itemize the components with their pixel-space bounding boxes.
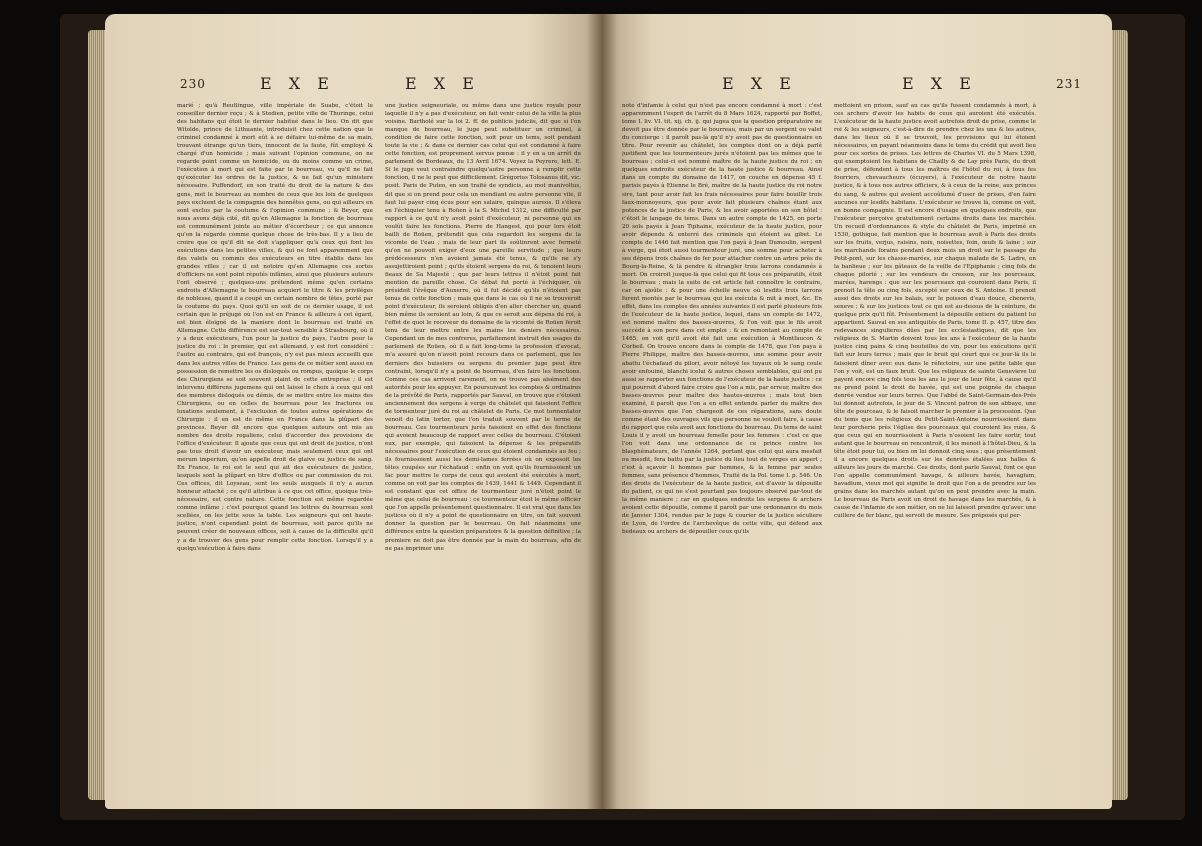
left-header-word-1: E X E	[260, 74, 335, 93]
left-header-word-2: E X E	[405, 74, 480, 93]
left-page	[105, 14, 602, 809]
left-page-number: 230	[180, 77, 206, 91]
right-header-word-2: E X E	[902, 74, 977, 93]
left-running-header	[105, 74, 602, 94]
right-column-1-text: note d'infamie à celui qui n'est pas encore condamné à mort : c'est apparemment l'esprit de l'arrêt du 8 Mars 1624, rapporté par Boffet, tome I. liv. VI. tit. xij. ch. ij. qui jugea que la question préparatoire ne devoit pas être donnée par le bourreau, mais par un sergent ou valet du concierge : il paroît pas-là qu'il n'y avoit pas de questionnaire en titre. Pour revenir au châtelet, les comptes dont on a déjà parlé justifient que les tourmenteurs jurés n'étoient pas les mêmes que le bourreau ; celui-ci est nommé maître de la haute justice du roi ; en quelques endroits exécuteur de la haute justice & bourreau. Ainsi dans un compte du domaine de 1417, on couche en dépense 45 f. parisis payés à Etienne le Bré, maître de la haute justice du roi notre sire, tant pour avoir fait les frais nécessaires pour faire bouillir trois faux-monnoyeurs, que pour avoir fait plusieurs chaînes étant aux potences de la justice de Paris, & les avoir apportées en son hôtel : c'étoit le langage du tems. Dans un autre compte de 1425, on porte 20 sols payés à Jean Tiphaine, exécuteur de la haute justice, pour avoir dépendu & enterré des criminels qui étoient au gibet. Le compte de 1446 fait mention que l'on payà à Jean Dumoulin, sergent à verge, qui étoit aussi tourmenteur juré, une somme pour acheter à ses dépens trois chaînes de fer pour attacher contre un arbre près du Bourg-la-Reine, & là pendre & étrangler trois larrons condamnés à mort. On croiroit jusque-là que celui qui fit tous ces préparatifs, étoit le bourreau ; mais la suite de cet article fait connoître le contraire, car on ajoûte : & pour une échelle neuve où lesdits trois larrons furent montés par le bourreau qui les exécuta & mit à mort, &c. En effet, dans les comptes des années suivantes il est parlé plusieurs fois de l'exécuteur de la haute justice, lequel, dans un compte de 1472, est nommé maître des basses-œuvres, & l'on voit que le fils avoit succédé à son pere dans cet emploi : & en remontant au compte de 1465, on voit qu'il avoit été fait une exécution à Montfaucon & Corbeil. On trouve encore dans le compte de 1478, que l'on paya à Pierre Philippe, maître des basses-œuvres, une somme pour avoir abattu l'échafaud du pilori, avoir nétoyé les tuyaux où le sang coule avoir enfouiné, blanchi icelui & autres choses semblables, qui ont pu aussi se rapporter aux fonctions de l'exécuteur de la haute justice : ce qui pourroit d'abord faire croire que l'on a mis, par erreur, maître des basses-œuvres pour maître des hautes-œuvres ; mais tout bien examiné, il paroît que l'on a en effet entendu parler du maître des basses-œuvres que l'on chargeoit de ces réparations, sans doute comme étant des ouvrages vils que personne ne vouloit faire, à cause du rapport que cela avoit aux fonctions du bourreau. Du tems de saint Louis il y avoit un bourreau femelle pour les femmes : c'est ce que l'on voit dans une ordonnance de ce prince contre les blasphémateurs, de l'année 1264, portant que celui qui aura mesfait ou mesdit, fera battu par la justice du lieu tout de verges en appert ; c'est à sçavoir li hommes par hommes, & la femme par seules femmes, sans présence d'hommes, Traité de la Pol. tome I. p. 546. Un des droits de l'exécuteur de la haute justice, est d'avoir la dépouille du patient, ce qui ne s'est pourtant pas toujours observé par-tout de la même maniere ; car en quelques endroits les sergens & archers avoient cette dépouille, comme il paroît par une ordonnance du mois de Janvier 1304, rendue par le juge & courier de la justice séculiere de Lyon, de l'ordre de l'archevêque de cette ville, qui défend aux bedeaux ou archers de dépouiller ceux qu'ils	[622, 103, 822, 536]
right-page	[602, 14, 1112, 809]
page-edges-right	[1110, 30, 1128, 800]
book-gutter	[586, 14, 618, 809]
right-running-header	[602, 74, 1112, 94]
right-header-word-1: E X E	[722, 74, 797, 93]
right-page-number: 231	[1056, 77, 1082, 91]
left-column-2-text: une justice seigneuriale, ou même dans une justice royale pour laquelle il n'y a pas d'exécuteur, on fait venir celui de la ville la plus voisine. Bartholé sur la loi 2. ff. de publicis judiciis, dit que si l'on manque de bourreau, le juge peut substituer un criminel, à condition de faire cette fonction, soit pour un tems, soit pendant toute la vie ; & dans ce dernier cas celui qui est condamné à faire cette fonction, est proprement servus pœnæ : il y en a un arrêt du parlement de Bordeaux, du 13 Avril 1674. Voyez la Peyrere, lett. E. Si le juge veut contraindre quelqu'autre personne à remplir cette fonction, il ne le peut que difficilement. Grégorius Tolosanus dit, vic. posit. Paris de Puteo, en son traité de syndicis, au mot manivoltus, dit que si on prend pour cela un mendiant ou autre personne vile, il faut lui payer cinq écus pour son salaire, quinque aureos. Il s'éleva en l'échiquier tenu à Roüen à la S. Michel 1312, une difficulté par rapport à ce qu'il n'y avoit point d'exécuteur, ni personne qui en voulût faire les fonctions. Pierre de Hangest, qui pour lors étoit bailli de Roüen, prétendit que cela regardoit les sergens de la vicomte de l'eau ; mais de leur part ils soûtinrent avec fermeté qu'on ne pouvoit exiger d'eux une pareille servitude ; que leurs prédécesseurs n'en avoient jamais été tenus, & qu'ils ne s'y assujettiroient point ; qu'ils étoient sergens du roi, & tenoient leurs fieaux de Sa Majesté ; que par leurs lettres il n'étoit point fait mention de pareille chose. Ce débat fut porté à l'échiquier, où présidoit l'évêque d'Auxerre, où il fut décidé qu'ils n'étoient pas tenus de cette fonction ; mais que dans le cas où il ne se trouveroit point d'exécuteur, ils seroient obligés d'en aller chercher un, quand bien même ils seroient au loin, & que ce seroit aux dépens du roi, à l'effet de quoi le receveur du domaine de la vicomté de Roüen feroit tenu de leur mettre entre les mains les deniers nécessaires. Cependant un de mes confreres, parfaitement instruit des usages du parlement de Roüen, où il a fait long-tems la profession d'avocat, m'a assuré qu'on n'avoit point recours dans ce parlement, que les derniers des huissiers ou sergens du premier juge peut être contraint, lorsqu'il n'y a point de bourreau, d'en faire les fonctions. Comme ces cas arrivent rarement, on ne trouve pas aisément des autorités pour les appuyer. En poursuivant les comptes & ordinaires de la prévôté de Paris, rapportés par Sauval, on trouve que c'étoient anciennement des sergens à verge du châtelet qui faisoient l'office de tormenteur juré du roi au châtelet de Paris. Ce mot tormentator venoit du latin tortor, que l'on traduit souvent par le terme de bourreau. Ces tourmenteurs jurés faisoient en effet des fonctions qui avoient beaucoup de rapport avec celles du bourreau. C'étoient eux, par exemple, qui faisoient la dépense & les préparatifs nécessaires pour l'exécution de ceux qui étoient condamnés au feu ; ils fournissoient aussi les demi-lames ferrées où on exposoit les têtes coupées sur l'échafaud : enfin on voit qu'ils fournissoient un fac pour mettre le corps de ceux qui avoient été exécutés à mort, comme on voit par les comptes de 1439, 1441 & 1449. Cependant il est constant que cet office de tourmenteur juré n'étoit point le même que celui de bourreau : ce tourmenteur étoit le même officier que l'on appelle présentement questionnaire. Il est vrai que dans les justices où il n'y a point de questionnaire en titre, on fait souvent donner la question par le bourreau. On fait néanmoins une différence entre la question préparatoire & la question définitive ; la premiere ne doit pas être donnée par la main du bourreau, afin de ne pas imprimer une	[385, 103, 581, 552]
right-column-2-text: mettoient en prison, sauf au cas qu'ils fussent condamnés à mort, à ces archers d'avoir les habits de ceux qui auroient été exécutés. L'exécuteur de la haute justice avoit autrefois droit de prise, comme le roi & les seigneurs, c'est-à-dire de prendre chez les uns & les autres, dans les lieux où il se trouvoit, les provisions qui lui étoient nécessaires, en payant néanmoins dans le tems du crédit qui avoit lieu pour ces sortes de prises. Les lettres de Charles VI. du 5 Mars 1398, qui exemptoient les habitans de Chailly & de Lay près Paris, du droit de prise, défendent à tous les maîtres de l'hôtel du roi, à tous fes fourriers, chevaucheurs (écuyers), à l'exécuteur de notre haute justice, & à tous nos autres officiers, & à ceux de la reine, aux princes du sang, & autres qui avoient accoûtumé d'user de prises, d'en faire aucunes sur lesdits habitans. L'exécuteur se trouve là, comme on voit, en bonne compagnie. Il est encore d'usage en quelques endroits, que l'exécuteur perçoive gratuitement certains droits dans les marchés. Un recueil d'ordonnances & style du châtelet de Paris, imprimé en 1530, gothique, fait mention que le bourreau avoit à Paris des droits sur les fruits, verjus, raisins, noix, noisettes, foin, œufs & laine ; sur les marchands forains pendant deux mois un droit sur le passage du Petit-pont, sur les chasse-marées, sur chaque malade de S. Ladre, en la banlieue ; sur les gâteaux de la veille de l'Epiphanie ; cinq fols de chaque pilorié ; sur les vendeurs de cresson, sur les pourceaux, marées, harengs : que sur les pourceaux qui couroient dans Paris, il prenoit la tête ou cinq fols, excepté sur ceux de S. Antoine. Il prenoit aussi des droits sur les balais, sur le poisson d'eau douce, chenevis, seneve ; & sur les justices tout ce qui est au-dessus de la ceinture, de quelque prix qu'il fût. Présentement la dépouille entiere du patient lui appartient. Sauval en ses antiquités de Paris, tome II. p. 457, titre des redevances singulieres dûes par les ecclésiastiques, dit que les religieux de S. Martin doivent tous les ans à l'exécuteur de la haute justice cinq pains & cinq bouteilles de vin, pour les exécutions qu'il fait sur leurs terres ; mais que le bruit qui court que ce jour-là ils le faisoient dîner avec eux dans le réfectoire, sur une petite table que l'on y voit, est un faux bruit. Que les religieux de sainte Genevieve lui payent encore cinq fols tous les ans le jour de leur fête, à cause qu'il ne prend point le droit de havée, qui est une poignée de chaque denrée vendue sur leurs terres. Que l'abbé de Saint-Germain-des-Prés lui donnoit autrefois, le jour de S. Vincent patron de son abbaye, une tête de pourceau, & le faisoit marcher le premier à la procession. Que du tems que les religieux du Petit-Saint-Antoine nourrissoient dans leur porcherie près l'église des pourceaux qui couroient les rues, & que ceux qui en nourrissoient à Paris n'osoient les faire sortir, tout autant que le bourreau en rencontroit, il les menoit à l'hôtel-Dieu, & la tête étoit pour lui, ou bien on lui donnoit cinq sous ; que présentement il a encore quelques droits sur les denrées étalées aux halles & ailleurs les jours de marché. Ces droits, dont parle Sauval, font ce que l'on appelle communément havage, & ailleurs havée, havagium, havadium, vieux mot qui signifie le droit que l'on a de prendre sur les grains dans les marchés autant qu'on en peut prendre avec la main. Le bourreau de Paris avoit un droit de havage dans les marchés, & à cause de l'infamie de son métier, on ne lui laissoit prendre qu'avec une cuillere de fer blanc, qui servoit de mesure. Ses préposés qui per-	[834, 103, 1036, 520]
page-edges-left	[88, 30, 106, 800]
left-column-1-text: marié ; qu'à Reutlingue, ville impériale de Suabe, c'étoit le conseiller dernier reçu ; & à Stedien, petite ville de Thuringe, celui des habitans qui étoit le dernier habitué dans le lieu. On dit que Witolde, prince de Lithuanie, introduisit chez cette nation que le criminel condamné à mort eût à se défaire lui-même de sa main, trouvant étrange qu'un tiers, innocent de la faute, fût employé & chargé d'un homicide ; mais suivant l'opinion commune, on ne regarde point comme un homicide, ou du moins comme un crime, l'exécution à mort qui est faite par le bourreau, vu qu'il ne fait qu'exécuter les ordres de la justice, & ne fait qu'un ministere nécessaire. Puffendorf, en son traité du droit de la nature & des gens, met le bourreau au nombre de ceux que les loix de quelques pays excluent de la compagnie des honnêtes gens, ou qui ailleurs en sont exclus par la coutume & l'opinion commune ; & Beyer, que nous avons déjà cité, dit qu'en Allemagne la fonction de bourreau est communément jointe au métier d'écorcheur ; ce qui annonce qu'on la regarde comme quelque chose de très-bas. Il y a lieu de croire que ce qu'il dit ne doit s'appliquer qu'à ceux qui font les exécutions dans les petites villes, & qui ne font apparemment que des valets ou commis des exécuteurs en titre établis dans les grandes villes ; car il est notoire qu'en Allemagne ces sortes d'officiers ne sont point réputés infâmes, ainsi que plusieurs auteurs l'ont observé ; quelques-uns prétendent même qu'en certains endroits d'Allemagne le bourreau acquiert le titre & les priviléges de noblesse, quand il a coupé un certain nombre de têtes, porté par la coutume du pays. Quoi qu'il en soit de ce dernier usage, il est certain que le préjugé où l'on est en France & ailleurs à cet égard, est bien éloigné de la maniere dont le bourreau est traité en Allemagne. Cette différence est sur-tout sensible à Strasbourg, où il y a deux exécuteurs, l'un pour la justice du pays, l'autre pour la justice du roi : le premier, qui est allemand, y est fort considéré : l'autre au contraire, qui est françois, n'y est pas mieux accueilli que dans les autres villes de France. Les gens de ce métier sont aussi en possession de remettre les os disloqués ou rompus, quoique le corps des Chirurgiens se soit souvent plaint de cette entreprise ; il est intervenu différens jugemens qui ont laissé le choix à ceux qui ont des membres disloqués ou démis, de se mettre entre les mains des Chirurgiens, ou en celles du bourreau pour les fractures ou luxations seulement, à l'exclusion de toutes autres opérations de Chirurgie : il en est de même en France dans la plûpart des provinces. Beyer dit encore que quelques auteurs ont mis au nombre des droits regaliens, celui d'accorder des provisions de l'office d'exécuteur. Il ajoute que ceux qui ont droit de justice, n'ont pas tous droit d'avoir un exécuteur, mais seulement ceux qui ont merum imperium, qu'on appelle droit de glaive ou justice de sang. En France, le roi est le seul qui ait des exécuteurs de justice, lesquels sont la plûpart en titre d'office ou par commission du roi. Ces offices, dit Loyseau, sont les seuls auxquels il n'y a aucun honneur attaché ; ce qu'il attribue à ce que cet office, quoique très-nécessaire, est contre nature. Cette fonction est même regardée comme infâme ; c'est pourquoi quand les lettres du bourreau sont scellées, on les jette sous la table. Les seigneurs qui ont haute-justice, n'ont cependant point de bourreau, soit parce qu'ils ne peuvent créer de nouveaux offices, soit à cause de la difficulté qu'il y a de trouver des gens pour remplir cette fonction. Lorsqu'il y a quelqu'exécution à faire dans	[177, 103, 373, 552]
